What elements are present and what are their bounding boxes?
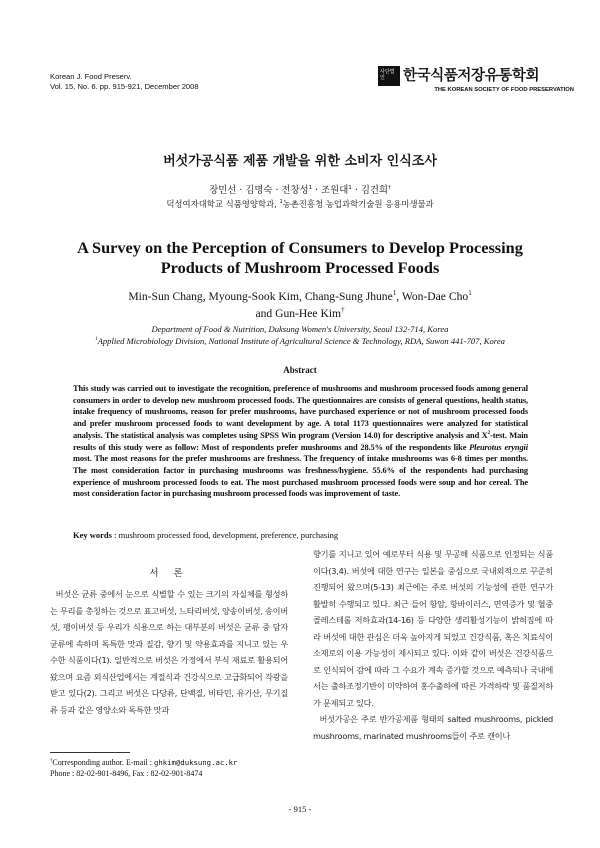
journal-name: Korean J. Food Preserv. bbox=[50, 72, 132, 81]
email-link[interactable]: ghkim@duksung.ac.kr bbox=[153, 758, 238, 767]
korean-authors: 장민선 · 김명숙 · 전창성$^1$ · 조원대$^1$ · 김건희† bbox=[209, 184, 391, 196]
left-column-text: 버섯은 균류 중에서 눈으로 식별할 수 있는 크기의 자실체를 형성하는 무리를 총칭하는 것으로 표고버섯, 느타리버섯, 양송이버섯, 송이버섯, 팽이버섯 등 우리가 식용으로 하는 대부분의 버섯은 균류 중 담자균류에 속하며 독특한 맛과 질감, 향기 및 약용효과를 지니고 있는 우수한 식품이다(1). 일반적으로 버섯은 가정에서 부식 재료로 활용되어 왔으며 요즘 외식산업에서는 계절식과 건강식으로 고급화되어 각광을 받고 있다(2). 그리고 버섯은 다당류, 단백질, 비타민, 유기산, 무기질류 등과 같은 영양소와 독특한 맛과 bbox=[50, 589, 288, 715]
journal-citation bbox=[50, 72, 199, 91]
society-name-english: THE KOREAN SOCIETY OF FOOD PRESERVATION bbox=[434, 87, 574, 93]
korean-title: 버섯가공식품 제품 개발을 위한 소비자 인식조사 bbox=[163, 154, 437, 169]
english-authors: Min-Sun Chang, Myoung-Sook Kim, Chang-Sung Jhune$^1$, Won-Dae Cho$^1$ and Gun-Hee Kim† bbox=[128, 289, 472, 320]
society-name-korean: 한국식품저장유통학회 bbox=[403, 68, 540, 84]
right-column-text: 향기를 지니고 있어 예로부터 식용 및 무공해 식품으로 인정되는 식품이다(3,4). 버섯에 대한 연구는 일본을 중심으로 국내외적으로 꾸준히 진행되어 왔으며(5-13) 최근에는 주로 버섯의 기능성에 관한 연구가 활발히 수행되고 있다. 최근 들어 항암, 항바이러스, 면역증가 및 혈중 콜레스테롤 저하효과(14-16) 등 다양한 생리활성기능이 밝혀짐에 따라 버섯에 대한 관심은 더욱 높아지게 되었고 건강식품, 혹은 치료식이 소재로의 이용 가능성이 제시되고 있다. 이와 같이 버섯은 건강식품으로 인식되어 감에 따라 그 수요가 계속 증가할 것으로 예측되나 국내에서는 출하조정기반이 미약하여 홍수출하에 따른 가격하락 및 품질저하가 문제되고 있다. 버섯가공은 주로 반가공제품 형태의 salted mushrooms, pickled mushrooms, marinated mushrooms들이 주로 캔이나 bbox=[313, 549, 553, 741]
korean-affiliation: 덕성여자대학교 식품영양학과, $^1$농촌진흥청 농업과학기술원 응용미생물과 bbox=[166, 199, 434, 209]
section-heading: 서 론 bbox=[149, 568, 189, 579]
society-emblem: 사단법인 bbox=[378, 66, 400, 86]
abstract-heading: Abstract bbox=[283, 365, 317, 375]
society-logo bbox=[378, 66, 574, 96]
english-affiliations: Department of Food & Nutrition, Duksung Women's University, Seoul 132-714, Korea $^1$Applied Microbiology Division, National Institute of Agricultural Science & Technology, RDA, Suwon 441-707, Korea bbox=[95, 324, 505, 346]
abstract-body: This study was carried out to investigate the recognition, preference of mushrooms and mushroom processed foods among general consumers in order to develop new mushroom processed foods. The questionnaires are consists of general questions, health status, intake frequency of mushrooms, reason for prefer mushrooms, have purchased experience or not of mushroom processed foods and prefer mushroom processed foods to want development by age. A total 1173 questionnaires were analyzed for statistical analysis. The statistical analysis was completes using SPSS Win program (Version 14.0) for descriptive analysis and $X^2$-test. Main results of this study were as follow: Most of respondents prefer mushrooms and 28.5% of the respondents like Pleurotus eryngii most. The most reasons for the prefer mushrooms are freshness. The frequency of intake mushrooms was 6-8 times per months. The most consideration factor in purchasing mushrooms was freshness/hygiene. 55.6% of the respondents had purchasing experience of mushroom processed foods to eat. The most purchased mushroom processed foods were soup and hor cereal. The most consideration factor in purchasing mushroom processed foods was improvement of taste. bbox=[73, 384, 528, 499]
page-number: - 915 - bbox=[288, 804, 312, 814]
footnote: †Corresponding author. E-mail : ghkim@duksung.ac.kr Phone : 82-02-901-8496, Fax : 82-02-901-8474 bbox=[50, 758, 238, 778]
journal-volume: Vol. 15, No. 6. pp. 915-921, December 2008 bbox=[50, 81, 199, 91]
english-title: A Survey on the Perception of Consumers to Develop Processing Products of Mushroom Processed Foods bbox=[77, 238, 523, 277]
footnote-rule bbox=[50, 752, 130, 753]
keywords: Key words : mushroom processed food, development, preference, purchasing bbox=[73, 530, 339, 540]
